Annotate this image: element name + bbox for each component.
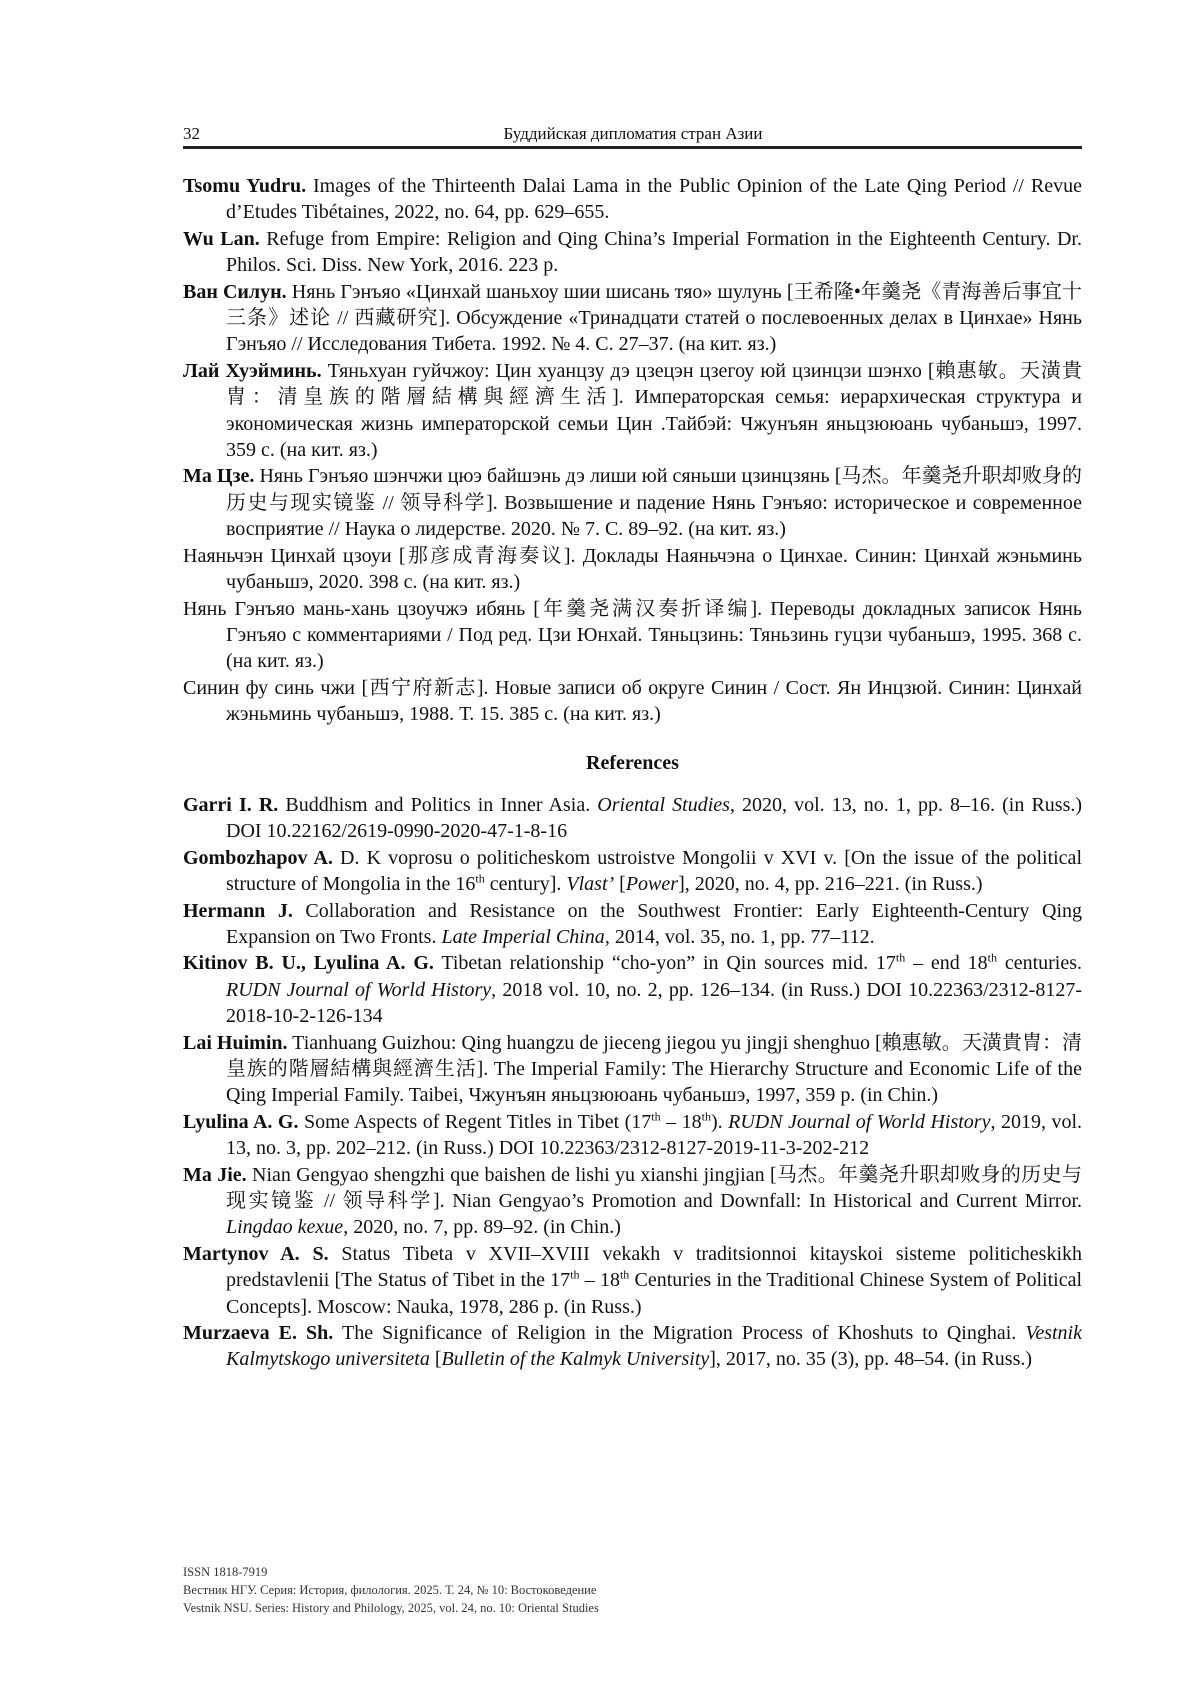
entry-journal: Oriental Studies bbox=[597, 793, 730, 816]
entry-journal-translation: Bulletin of the Kalmyk University bbox=[441, 1348, 710, 1371]
entry-text: Наяньчэн Цинхай цзоуи [那彦成青海奏议]. Доклады Наяньчэна о Цинхае. Синин: Цинхай жэньминь чубаньшэ, 2020. 398 с. (на кит. яз.) bbox=[183, 544, 1082, 594]
entry-text: Nian Gengyao shengzhi que baishen de lishi yu xianshi jingjian [马杰。年羹尧升职却败身的历史与现实镜鉴 // 领导科学]. Nian Gengyao’s Promotion and Downfall: In Historical and Current Mirror. bbox=[226, 1163, 1082, 1213]
entry-text: Нянь Гэнъяо мань-хань цзоучжэ ибянь [年羹尧满汉奏折译编]. Переводы докладных записок Нянь Гэнъяо с комментариями / Под ред. Цзи Юнхай. Тяньцзинь: Тяньзинь гуцзи чубаньшэ, 1995. 368 с. (на кит. яз.) bbox=[183, 597, 1082, 673]
entry-text: D. K voprosu o politicheskom ustroistve Mongolii v XVI v. [On the issue of the political structure of Mongolia in the 16 bbox=[226, 846, 1082, 896]
entry-author: Ma Jie. bbox=[183, 1163, 247, 1186]
footer-issn: ISSN 1818-7919 bbox=[183, 1565, 268, 1579]
entry-text: Тяньхуан гуйчжоу: Цин хуанцзу дэ цзецэн цзегоу юй цзинцзи шэнхо [賴惠敏。天潢貴冑：清皇族的階層結構與經濟生活]. Императорская семья: иерархическая структура и экономическая жизнь императорской семьи Цин .Тайбэй: Чжунъян яньцзююань чубаньшэ, 1997. 359 с. (на кит. яз.) bbox=[226, 359, 1082, 462]
entry-author: Ма Цзе. bbox=[183, 465, 255, 488]
footer-journal-ru: Вестник НГУ. Серия: История, филология. 2025. Т. 24, № 10: Востоковедение bbox=[183, 1583, 597, 1597]
entry-journal: RUDN Journal of World History bbox=[728, 1110, 991, 1133]
entry-text: Images of the Thirteenth Dalai Lama in the Public Opinion of the Late Qing Period // Revue d’Etudes Tibétaines, 2022, no. 64, pp. 629–655. bbox=[226, 175, 1082, 224]
entry-text: The Significance of Religion in the Migration Process of Khoshuts to Qinghai. bbox=[333, 1322, 1026, 1345]
bibliography bbox=[183, 173, 1082, 1373]
entry-text: , 2019, vol. 13, no. 3, pp. 202–212. (in Russ.) DOI 10.22363/2312-8127-2019-11-3-202-212 bbox=[226, 1110, 1082, 1160]
entry-text: – 18 bbox=[660, 1110, 702, 1133]
entry-text: Синин фу синь чжи [西宁府新志]. Новые записи об округе Синин / Сост. Ян Инцзюй. Синин: Цинхай жэньминь чубаньшэ, 1988. Т. 15. 385 с. (на кит. яз.) bbox=[183, 676, 1082, 726]
entry-text: Нянь Гэнъяо «Цинхай шаньхоу шии шисань тяо» шулунь [王希隆•年羹尧《青海善后事宜十三条》述论 // 西藏研究]. Обсуждение «Тринадцати статей о послевоенных делах в Цинхае» Нянь Гэнъяо // Исследования Тибета. 1992. № 4. С. 27–37. (на кит. яз.) bbox=[226, 280, 1082, 356]
reference-entry bbox=[183, 1241, 1082, 1320]
source-entry bbox=[183, 226, 1082, 279]
superscript: th bbox=[651, 1109, 661, 1124]
entry-author: Garri I. R. bbox=[183, 793, 279, 816]
superscript: th bbox=[895, 950, 906, 965]
source-entry bbox=[183, 173, 1082, 226]
entry-text: ], 2017, no. 35 (3), pp. 48–54. (in Russ.) bbox=[709, 1348, 1033, 1371]
entry-text: ). bbox=[710, 1110, 729, 1133]
source-entry bbox=[183, 279, 1082, 358]
references-heading: References bbox=[586, 751, 679, 774]
entry-text: Tianhuang Guizhou: Qing huangzu de jieceng jiegou yu jingji shenghuo [賴惠敏。天潢貴冑：清皇族的階層結構與經濟生活]. The Imperial Family: The Hierarchy Structure and Economic Life of the Qing Imperial Family. Taibei, Чжунъян яньцзююань чубаньшэ, 1997, 359 p. (in Chin.) bbox=[226, 1031, 1082, 1107]
entry-author: Tsomu Yudru. bbox=[183, 175, 307, 197]
superscript: th bbox=[987, 950, 997, 965]
reference-entry bbox=[183, 1030, 1082, 1109]
entry-author: Lyulina A. G. bbox=[183, 1110, 299, 1133]
entry-journal-translation: Power bbox=[625, 873, 679, 896]
entry-author: Martynov A. S. bbox=[183, 1242, 329, 1265]
entry-journal: Vestnik Kalmytskogo universiteta bbox=[226, 1322, 1082, 1371]
entry-text: , 2014, vol. 35, no. 1, pp. 77–112. bbox=[604, 925, 875, 948]
entry-author: Lai Huimin. bbox=[183, 1031, 288, 1054]
entry-author: Kitinov B. U., Lyulina A. G. bbox=[183, 952, 434, 975]
entry-text: Buddhism and Politics in Inner Asia. bbox=[278, 793, 598, 816]
reference-entry bbox=[183, 845, 1082, 898]
entry-text: – end 18 bbox=[905, 952, 988, 975]
superscript: th bbox=[701, 1109, 711, 1124]
source-entry bbox=[183, 358, 1082, 464]
entry-text: , 2020, no. 7, pp. 89–92. (in Chin.) bbox=[343, 1216, 621, 1239]
entry-author: Wu Lan. bbox=[183, 227, 260, 250]
entry-text: [ bbox=[614, 873, 626, 896]
reference-entry bbox=[183, 950, 1082, 1029]
header-rule bbox=[183, 146, 1082, 149]
entry-author: Gombozhapov A. bbox=[183, 846, 333, 869]
entry-text: [ bbox=[429, 1348, 442, 1371]
reference-entry bbox=[183, 792, 1082, 845]
entry-journal: Vlast’ bbox=[566, 873, 615, 896]
page-footer bbox=[183, 1563, 599, 1617]
entry-text: Centuries in the Traditional Chinese System of Political Concepts]. Moscow: Nauka, 1978, 286 p. (in Russ.) bbox=[226, 1269, 1083, 1318]
source-entry bbox=[183, 463, 1082, 542]
entry-text: , 2020, vol. 13, no. 1, pp. 8–16. (in Russ.) DOI 10.22162/2619-0990-2020-47-1-8-16 bbox=[226, 793, 1083, 843]
entry-journal: Lingdao kexue bbox=[226, 1216, 344, 1239]
entry-text: ], 2020, no. 4, pp. 216–221. (in Russ.) bbox=[678, 873, 983, 896]
source-entry bbox=[183, 675, 1082, 728]
reference-entry bbox=[183, 1109, 1082, 1162]
entry-text: Tibetan relationship “cho-yon” in Qin sources mid. 17 bbox=[433, 952, 896, 975]
source-entry bbox=[183, 596, 1082, 675]
reference-entry bbox=[183, 898, 1082, 951]
entry-author: Hermann J. bbox=[183, 899, 293, 922]
journal-title: Буддийская дипломатия стран Азии bbox=[503, 124, 763, 143]
reference-entry bbox=[183, 1320, 1082, 1373]
source-entry bbox=[183, 543, 1082, 596]
superscript: th bbox=[475, 871, 485, 886]
superscript: th bbox=[570, 1267, 580, 1282]
entry-text: Status Tibeta v XVII–XVIII vekakh v traditsionnoi kitayskoi sisteme politicheskikh predstavlenii [The Status of Tibet in the 17 bbox=[226, 1242, 1082, 1292]
superscript: th bbox=[619, 1267, 630, 1282]
entry-text: – 18 bbox=[579, 1269, 620, 1292]
entry-text: Some Aspects of Regent Titles in Tibet (17 bbox=[298, 1110, 652, 1133]
reference-entry bbox=[183, 1162, 1082, 1241]
entry-author: Murzaeva E. Sh. bbox=[183, 1322, 334, 1345]
entry-text: century]. bbox=[484, 873, 567, 896]
entry-journal: RUDN Journal of World History bbox=[226, 978, 492, 1001]
entry-author: Лай Хуэйминь. bbox=[183, 359, 322, 382]
entry-text: centuries. bbox=[996, 952, 1083, 975]
entry-text: Collaboration and Resistance on the Southwest Frontier: Early Eighteenth-Century Qing Expansion on Two Fronts. bbox=[226, 899, 1083, 948]
footer-journal-en: Vestnik NSU. Series: History and Philology, 2025, vol. 24, no. 10: Oriental Studies bbox=[183, 1601, 599, 1615]
entry-author: Ван Силун. bbox=[183, 280, 287, 303]
entry-text: , 2018 vol. 10, no. 2, pp. 126–134. (in Russ.) DOI 10.22363/2312-8127-2018-10-2-126-134 bbox=[226, 978, 1082, 1028]
page-number: 32 bbox=[183, 124, 200, 143]
entry-text: Refuge from Empire: Religion and Qing China’s Imperial Formation in the Eighteenth Century. Dr. Philos. Sci. Diss. New York, 2016. 223 p. bbox=[226, 227, 1082, 277]
entry-text: Нянь Гэнъяо шэнчжи цюэ байшэнь дэ лиши юй сяньши цзинцзянь [马杰。年羹尧升职却败身的历史与现实镜鉴 // 领导科学]. Возвышение и падение Нянь Гэнъяо: историческое и современное восприятие // Наука о лидерстве. 2020. № 7. С. 89–92. (на кит. яз.) bbox=[226, 465, 1082, 541]
entry-journal: Late Imperial China bbox=[441, 925, 605, 948]
